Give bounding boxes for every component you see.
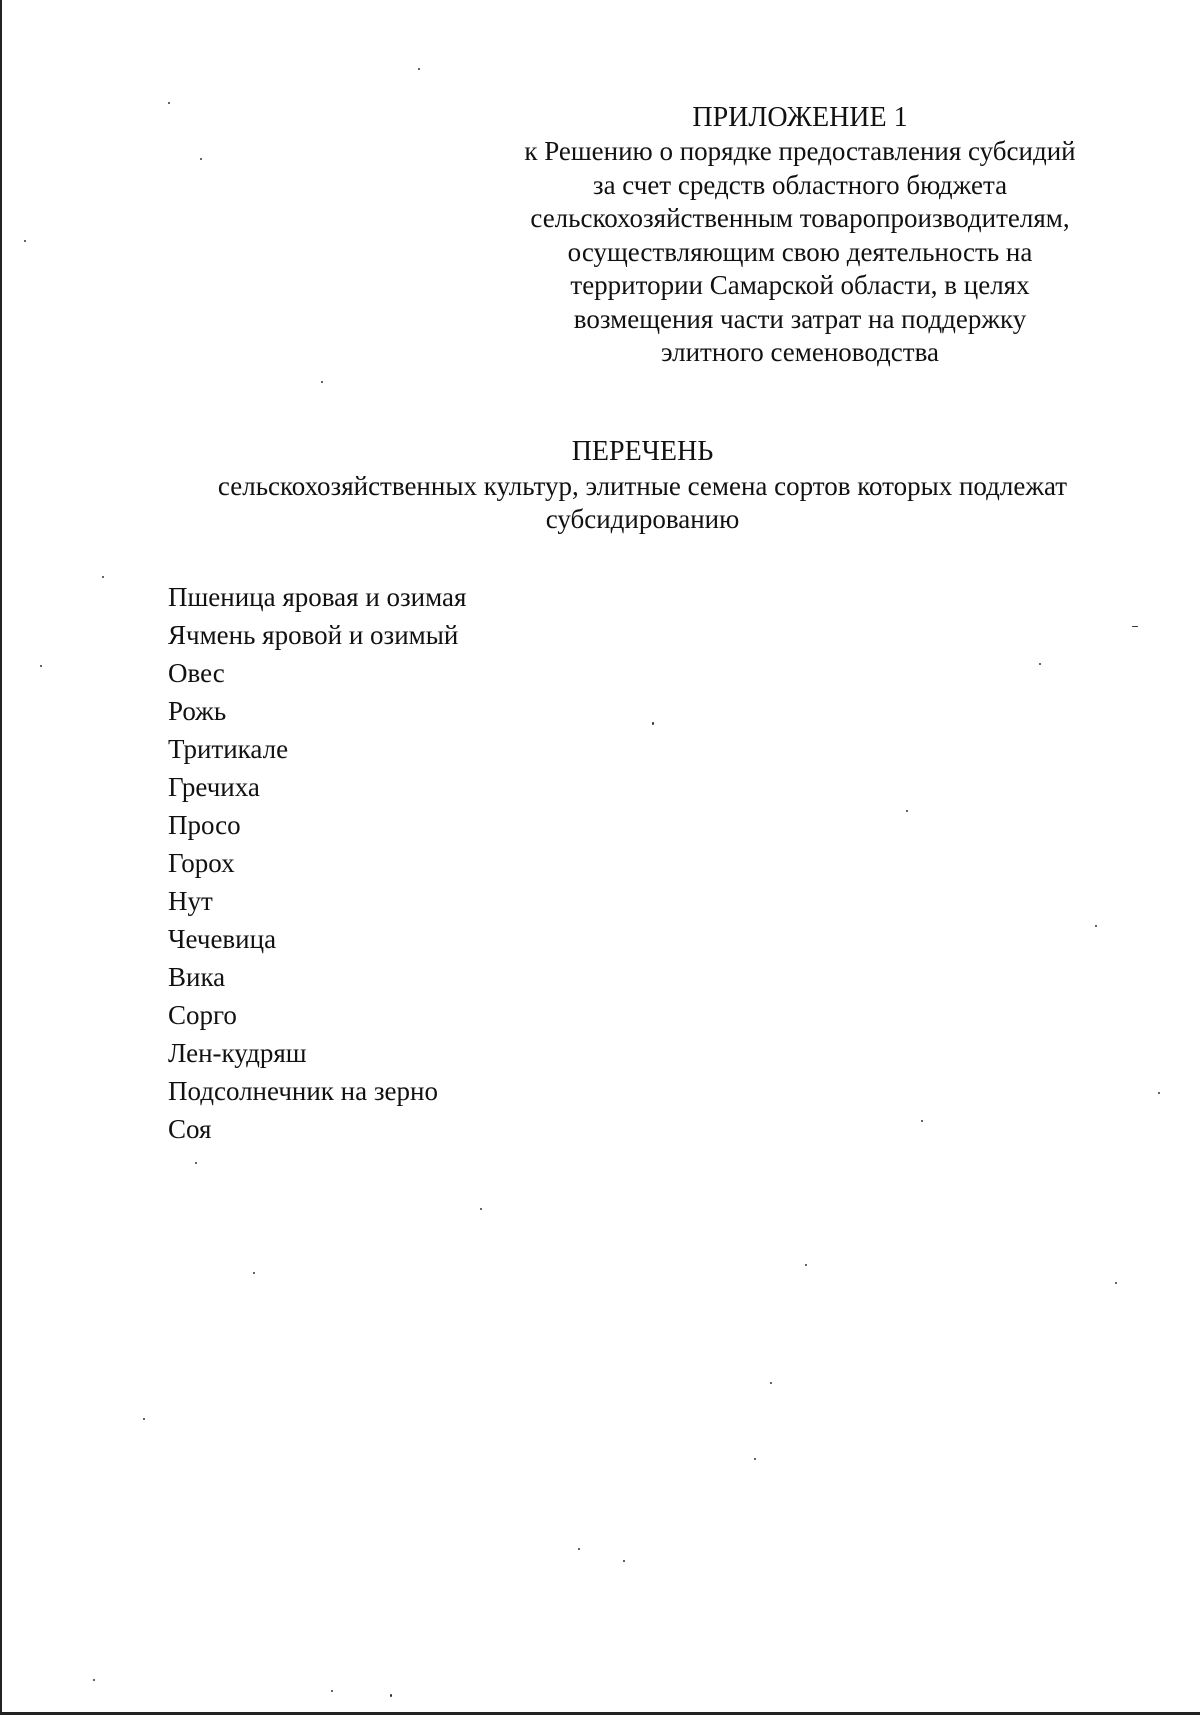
crop-list-item: Нут [168,886,213,916]
scan-speck [1132,626,1138,627]
list-subtitle-line: субсидированию [545,504,740,534]
scan-speck [1115,1282,1117,1284]
scan-speck [1158,1092,1160,1094]
crop-list [168,578,466,1148]
scan-speck [390,1694,392,1697]
scan-speck [195,1162,197,1164]
scan-speck [331,1690,333,1692]
scan-speck [770,1382,772,1384]
scan-speck [578,1548,580,1550]
list-header-block [150,434,1135,536]
scan-speck [102,576,104,578]
scan-speck [623,1560,625,1562]
scan-speck [143,1418,145,1420]
scan-speck [40,665,42,667]
crop-list-item: Чечевица [168,924,277,954]
crop-list-item: Вика [168,962,226,992]
crop-list-item: Рожь [168,696,227,726]
crop-list-item: Гречиха [168,772,260,802]
appendix-title: ПРИЛОЖЕНИЕ 1 [692,102,908,133]
scan-speck [418,68,420,70]
appendix-line: к Решению о порядке предоставления субсидий [524,136,1076,166]
crop-list-item: Тритикале [168,734,289,764]
crop-list-item: Сорго [168,1000,237,1030]
appendix-line: сельскохозяйственным товаропроизводителям, [530,203,1070,233]
crop-list-item: Подсолнечник на зерно [168,1076,438,1106]
appendix-line: за счет средств областного бюджета [592,169,1008,200]
crop-list-item: Соя [168,1114,212,1144]
appendix-line: территории Самарской области, в целях [570,270,1030,300]
scan-speck [1039,663,1041,665]
list-title: ПЕРЕЧЕНЬ [571,436,714,467]
crop-list-item: Овес [168,658,225,688]
scan-speck [93,1679,95,1681]
scan-speck [921,1120,923,1122]
scan-speck [480,1208,482,1210]
scan-speck [253,1272,255,1274]
crop-list-item: Ячмень яровой и озимый [168,620,459,650]
scan-speck [1095,925,1097,927]
appendix-line: элитного семеноводства [661,337,939,367]
scan-speck [754,1458,756,1460]
scan-speck [200,158,202,160]
scan-speck [168,102,170,104]
crop-list-item: Горох [168,848,235,878]
scan-speck [321,381,323,383]
crop-list-item: Просо [168,810,241,840]
scan-speck [805,1264,807,1266]
crop-list-item: Лен-кудряш [168,1038,307,1068]
appendix-line: возмещения части затрат на поддержку [573,303,1027,334]
scan-speck [652,722,654,725]
crop-list-item: Пшеница яровая и озимая [168,582,467,612]
appendix-header-block [480,100,1120,370]
scan-speck [906,810,908,812]
scan-speck [24,240,26,242]
appendix-line: осуществляющим свою деятельность на [567,236,1033,267]
scan-edge-left [0,0,2,1715]
list-subtitle-line: сельскохозяйственных культур, элитные семена сортов которых подлежат [217,471,1068,501]
